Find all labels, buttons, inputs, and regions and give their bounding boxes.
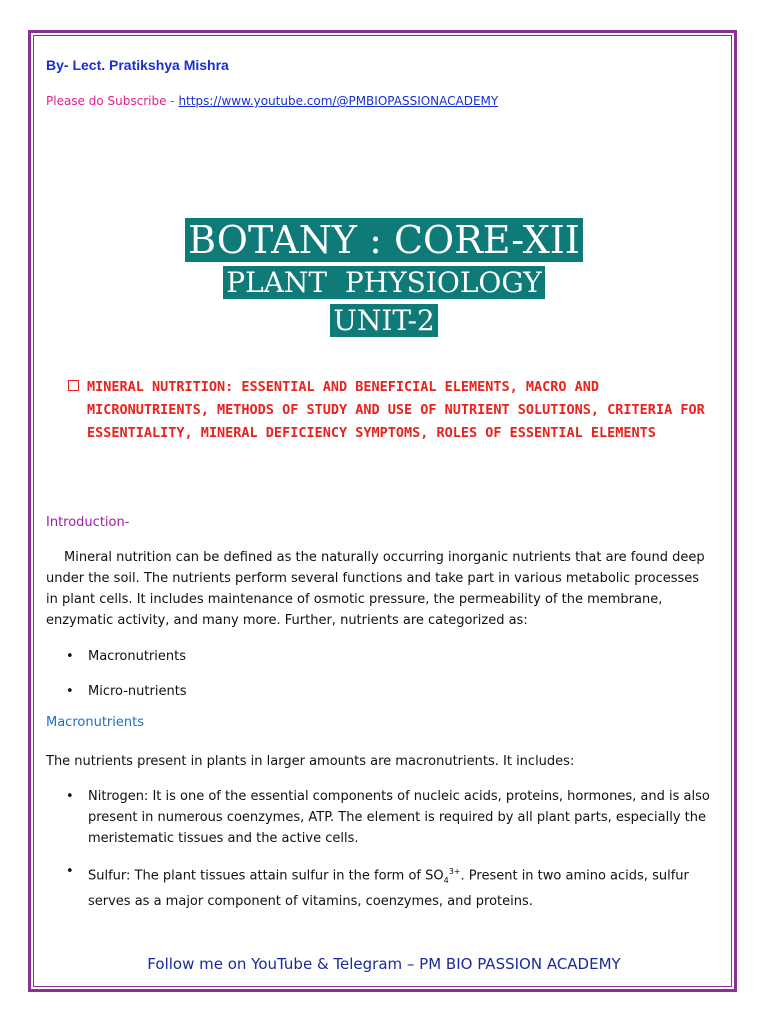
footer-text: Follow me on YouTube & Telegram – PM BIO PASSION ACADEMY [147,955,621,973]
list-item [66,861,716,912]
title-physiology [0,266,768,300]
sulfur-text-start: Sulfur: The plant tissues attain sulfur in the form of SO [88,868,444,884]
subscribe-line [46,94,498,108]
list-item [66,681,716,702]
title-botany [0,216,768,264]
sulfur-text-end: . Present in two amino acids, sulfur serves as a major component of vitamins, coenzymes, and proteins. [88,868,689,909]
introduction-paragraph: Mineral nutrition can be defined as the naturally occurring inorganic nutrients that are found deep under the soil. The nutrients perform several functions and take part in various metabolic processes in plant cells. It includes maintenance of osmotic pressure, the permeability of the membrane, enzymatic activity, and many more. Further, nutrients are categorized as: [46,550,705,628]
title-line2: PLANT PHYSIOLOGY [223,266,544,299]
macronutrients-heading: Macronutrients [46,715,144,730]
sulfur-subscript: 4 [443,875,449,885]
bullet-dot-icon: • [66,864,74,879]
title-line3: UNIT-2 [330,304,438,337]
macronutrients-paragraph: The nutrients present in plants in larger amounts are macronutrients. It includes: [46,754,575,769]
list-item [66,646,716,667]
topic-text: MINERAL NUTRITION: ESSENTIAL AND BENEFICIAL ELEMENTS, MACRO AND MICRONUTRIENTS, METHODS OF STUDY AND USE OF NUTRIENT SOLUTIONS, CRITERIA FOR ESSENTIALITY, MINERAL DEFICIENCY SYMPTOMS, ROLES OF ESSENTIAL ELEMENTS [87,379,705,441]
author-line: By- Lect. Pratikshya Mishra [46,57,229,73]
sulfur-superscript: 3+ [448,867,461,876]
subscribe-label: Please do Subscribe - [46,94,179,108]
youtube-link[interactable]: https://www.youtube.com/@PMBIOPASSIONACADEMY [178,94,499,108]
bullet-dot-icon: • [66,649,74,664]
topic-item [68,376,728,445]
title-unit [0,304,768,338]
bullet-dot-icon: • [66,789,74,804]
bullet-dot-icon: • [66,684,74,699]
checkbox-bullet-icon [68,380,79,391]
list-item [66,786,716,849]
list-item-text: Macronutrients [88,649,186,664]
title-line1: BOTANY : CORE-XII [185,218,583,262]
list-item-text: Micro-nutrients [88,684,187,699]
introduction-heading: Introduction- [46,515,130,530]
nitrogen-text: Nitrogen: It is one of the essential components of nucleic acids, proteins, hormones, and is also present in numerous coenzymes, ATP. The element is required by all plant parts, especially the meristematic tissues and the active cells. [88,789,710,846]
sulfur-text [88,861,716,912]
